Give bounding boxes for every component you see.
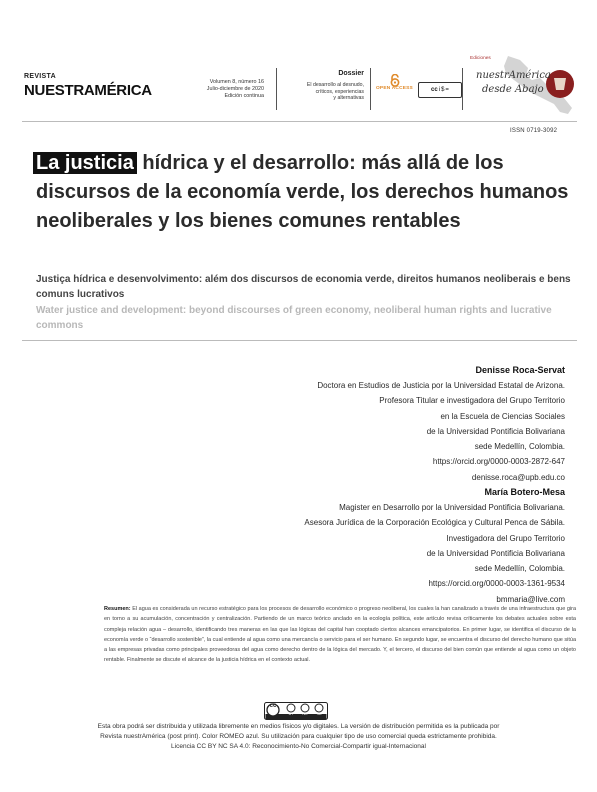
license-line: Esta obra podrá ser distribuida y utilizada libremente en medios físicos y/o digitales. La versión de distribución permitida es la publicada por [97, 723, 500, 730]
issue-info [186, 79, 264, 100]
brand-small: Ediciones [470, 56, 491, 61]
abstract [104, 604, 576, 666]
author-line: Magister en Desarrollo por la Universidad Pontificia Bolivariana. [339, 503, 565, 512]
article-title [36, 149, 576, 236]
author-line: Doctora en Estudios de Justicia por la Universidad Estatal de Arizona. [317, 381, 565, 390]
license-line: Revista nuestrAmérica (post print). Color ROMEO azul. Su utilización para cualquier tipo de uso comercial queda estrictamente prohibida. [100, 733, 497, 740]
author-line: Profesora Titular e investigadora del Grupo Territorio [379, 396, 565, 406]
author-orcid[interactable]: https://orcid.org/0000-0003-1361-9534 [428, 579, 565, 589]
noncommercial-icon: $ [441, 87, 445, 93]
dossier-line: críticos, experiencias [315, 88, 364, 95]
subtitle-english: Water justice and development: beyond discourses of green economy, neoliberal human rights and lucrative commons [36, 305, 552, 331]
journal-small-label: REVISTA [24, 73, 56, 80]
issn: ISSN 0719-3092 [510, 128, 558, 134]
author-line: Asesora Jurídica de la Corporación Ecológica y Cultural Penca de Sábila. [304, 518, 565, 528]
author-email[interactable]: bmmaria@live.com [496, 594, 565, 604]
cc-icon: cc [431, 87, 438, 93]
author-line: Investigadora del Grupo Territorio [446, 533, 565, 543]
author-name: Denisse Roca-Servat [475, 365, 565, 375]
subtitle-portuguese: Justiça hídrica e desenvolvimento: além dos discursos de economia verde, direitos humanos neoliberais e bens comuns lucrativos [36, 274, 571, 300]
cc-logo-text: cc [269, 703, 277, 709]
cc-nc-text: NC [302, 712, 308, 716]
journal-name: NUESTRAMÉRICA [24, 82, 152, 99]
dossier-line: y alternativas [333, 95, 364, 102]
title-rule [22, 340, 577, 341]
dossier-title: Dossier [338, 70, 364, 77]
header-divider [276, 68, 277, 110]
dossier-description [282, 82, 364, 102]
author-name: María Botero-Mesa [484, 487, 565, 497]
author-email[interactable]: denisse.roca@upb.edu.co [471, 472, 565, 482]
dossier-line: El desarrollo al desnudo, [306, 82, 364, 88]
issue-edition: Edición continua [224, 93, 264, 99]
brand-line-2: desde Abajo [482, 84, 544, 95]
brand-line-1: nuestrAmérica [476, 70, 551, 81]
title-rest: hídrica y el desarrollo: más allá de los discursos de la economía verde, los derechos humanos neoliberales y los bienes comunes rentables [36, 152, 569, 232]
cc-by-text: BY [288, 712, 294, 716]
cc-sa-text: SA [316, 712, 322, 716]
noderivatives-icon: = [445, 87, 449, 93]
open-access-label: OPEN ACCESS [376, 86, 413, 91]
title-highlight: La justicia [33, 152, 137, 174]
author-line: sede Medellín, Colombia. [474, 564, 565, 574]
header-divider [370, 68, 371, 110]
author-block [125, 362, 565, 485]
author-line: sede Medellín, Colombia. [474, 442, 565, 452]
cc-license-badge-small [418, 82, 462, 98]
abstract-label: Resumen: [104, 606, 131, 612]
author-orcid[interactable]: https://orcid.org/0000-0003-2872-647 [432, 457, 565, 467]
author-line: de la Universidad Pontificia Bolivariana [426, 548, 565, 558]
license-line: Licencia CC BY NC SA 4.0: Reconocimiento-No Comercial-Compartir igual-Internacional [171, 743, 426, 750]
author-block [125, 484, 565, 607]
header-divider [462, 68, 463, 110]
attribution-icon: i [438, 87, 441, 93]
author-line: de la Universidad Pontificia Bolivariana [426, 426, 565, 436]
license-text [20, 722, 577, 752]
header-rule [22, 121, 577, 122]
issue-period: Julio-diciembre de 2020 [206, 86, 264, 92]
abstract-text: El agua es considerada un recurso estratégico para los procesos de desarrollo económico o progreso neoliberal, los cuales la han canalizado a través de una infraestructura que gira en torno a su acumulación, concentración y centralización. Partiendo de un marco teórico anclado en la ecología política, este artículo revisa críticamente los debates actuales sobre esta compleja relación agua – desarrollo, identificando tres maneras en las que las lógicas del capital han cooptado ciertos alcances emancipatorios. En primer lugar, se identifica el discurso de la economía verde o “desarrollo sostenible”, la cual entiende al agua como una mercancía o servicio para el ser humano. En segundo lugar, se encuentra el discurso del derecho humano que sitúa a las empresas privadas como principales proveedoras del agua como derecho dentro de la lógica del mercado. Y, el tercero, el discurso del bien común que entiende al agua como un objeto rentable. Finalmente se discute el alcance de la justicia hídrica en el contexto actual. [104, 606, 577, 664]
author-line: en la Escuela de Ciencias Sociales [440, 411, 565, 421]
issue-volume: Volumen 8, número 16 [209, 79, 264, 85]
